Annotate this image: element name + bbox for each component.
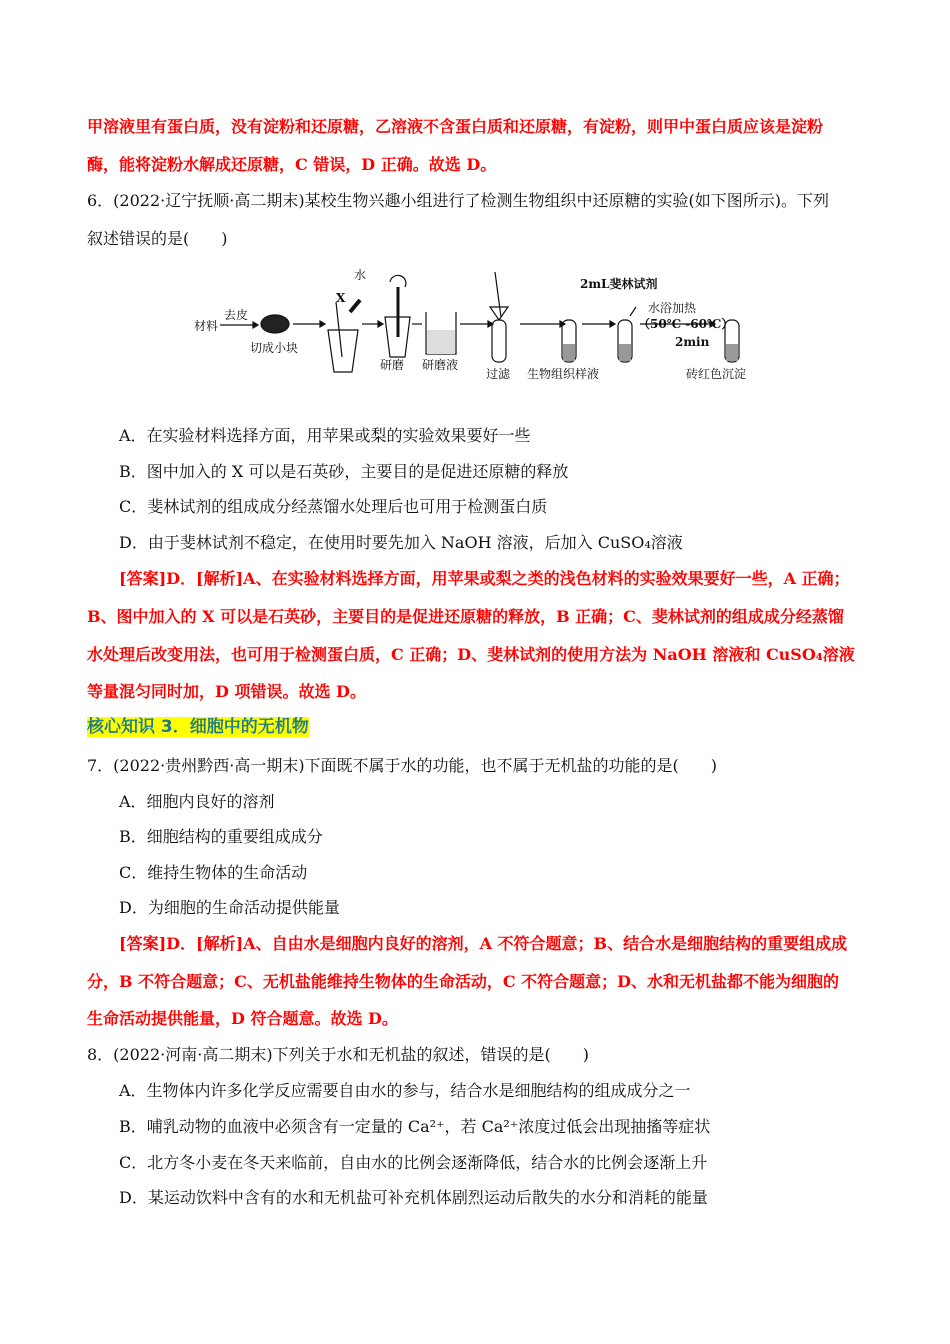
- section-heading: 核心知识 3．细胞中的无机物: [87, 717, 309, 737]
- option-c: C．斐林试剂的组成成分经蒸馏水处理后也可用于检测蛋白质: [119, 497, 548, 516]
- question-stem: 7．(2022·贵州黔西·高一期末)下面既不属于水的功能，也不属于无机盐的功能的是( ): [87, 756, 718, 775]
- answer-text: 等量混匀同时加，D 项错误。故选 D。: [87, 682, 366, 701]
- option-a: A．在实验材料选择方面，用苹果或梨的实验效果要好一些: [119, 426, 531, 445]
- question-stem: 叙述错误的是( ): [87, 229, 228, 248]
- answer-text: 生命活动提供能量，D 符合题意。故选 D。: [87, 1009, 398, 1028]
- label-filter: 过滤: [486, 367, 511, 381]
- answer-text: 甲溶液里有蛋白质，没有淀粉和还原糖，乙溶液不含蛋白质和还原糖，有淀粉，则甲中蛋白质应该是淀粉: [87, 117, 824, 136]
- label-water: 水: [354, 268, 367, 282]
- answer-text: B、图中加入的 X 可以是石英砂，主要目的是促进还原糖的释放，B 正确；C、斐林试剂的组成成分经蒸馏: [87, 607, 844, 626]
- label-result: 砖红色沉淀: [686, 367, 747, 381]
- label-heat: 水浴加热: [648, 301, 697, 315]
- label-material: 材料: [194, 319, 219, 333]
- answer-text: 酶，能将淀粉水解成还原糖，C 错误，D 正确。故选 D。: [87, 155, 497, 174]
- option-d: D．某运动饮料中含有的水和无机盐可补充机体剧烈运动后散失的水分和消耗的能量: [119, 1188, 708, 1207]
- option-b: B．图中加入的 X 可以是石英砂，主要目的是促进还原糖的释放: [119, 462, 569, 481]
- answer-text: [答案]D．[解析]A、自由水是细胞内良好的溶剂，A 不符合题意；B、结合水是细胞结构的重要组成成: [119, 934, 848, 953]
- option-a: A．生物体内许多化学反应需要自由水的参与，结合水是细胞结构的组成成分之一: [119, 1081, 691, 1100]
- label-temp: （50℃ -60℃）: [638, 317, 734, 331]
- answer-text: [答案]D．[解析]A、在实验材料选择方面，用苹果或梨之类的浅色材料的实验效果要好一些，A 正确；: [119, 569, 850, 588]
- option-a: A．细胞内良好的溶剂: [119, 792, 275, 811]
- label-time: 2min: [675, 335, 710, 349]
- label-peel: 去皮: [224, 308, 249, 322]
- option-b: B．哺乳动物的血液中必须含有一定量的 Ca²⁺，若 Ca²⁺浓度过低会出现抽搐等症状: [119, 1117, 711, 1136]
- label-reagent: 2mL斐林试剂: [580, 277, 658, 291]
- experiment-diagram: [190, 262, 770, 390]
- option-b: B．细胞结构的重要组成成分: [119, 827, 323, 846]
- answer-text: 分，B 不符合题意；C、无机盐能维持生物体的生命活动，C 不符合题意；D、水和无机盐都不能为细胞的: [87, 972, 840, 991]
- option-d: D．由于斐林试剂不稳定，在使用时要先加入 NaOH 溶液，后加入 CuSO₄溶液: [119, 533, 683, 552]
- label-sample: 生物组织样液: [527, 367, 600, 381]
- option-c: C．维持生物体的生命活动: [119, 863, 308, 882]
- question-stem: 6．(2022·辽宁抚顺·高二期末)某校生物兴趣小组进行了检测生物组织中还原糖的实验(如下图所示)。下列: [87, 191, 830, 210]
- answer-text: 水处理后改变用法，也可用于检测蛋白质，C 正确；D、斐林试剂的使用方法为 NaOH 溶液和 CuSO₄溶液: [87, 645, 855, 664]
- question-stem: 8．(2022·河南·高二期末)下列关于水和无机盐的叙述，错误的是( ): [87, 1045, 590, 1064]
- label-cut: 切成小块: [250, 341, 299, 355]
- label-x: X: [336, 291, 346, 305]
- option-c: C．北方冬小麦在冬天来临前，自由水的比例会逐渐降低，结合水的比例会逐渐上升: [119, 1153, 708, 1172]
- label-grind-liquid: 研磨液: [422, 358, 459, 372]
- label-grind: 研磨: [380, 358, 405, 372]
- option-d: D．为细胞的生命活动提供能量: [119, 898, 340, 917]
